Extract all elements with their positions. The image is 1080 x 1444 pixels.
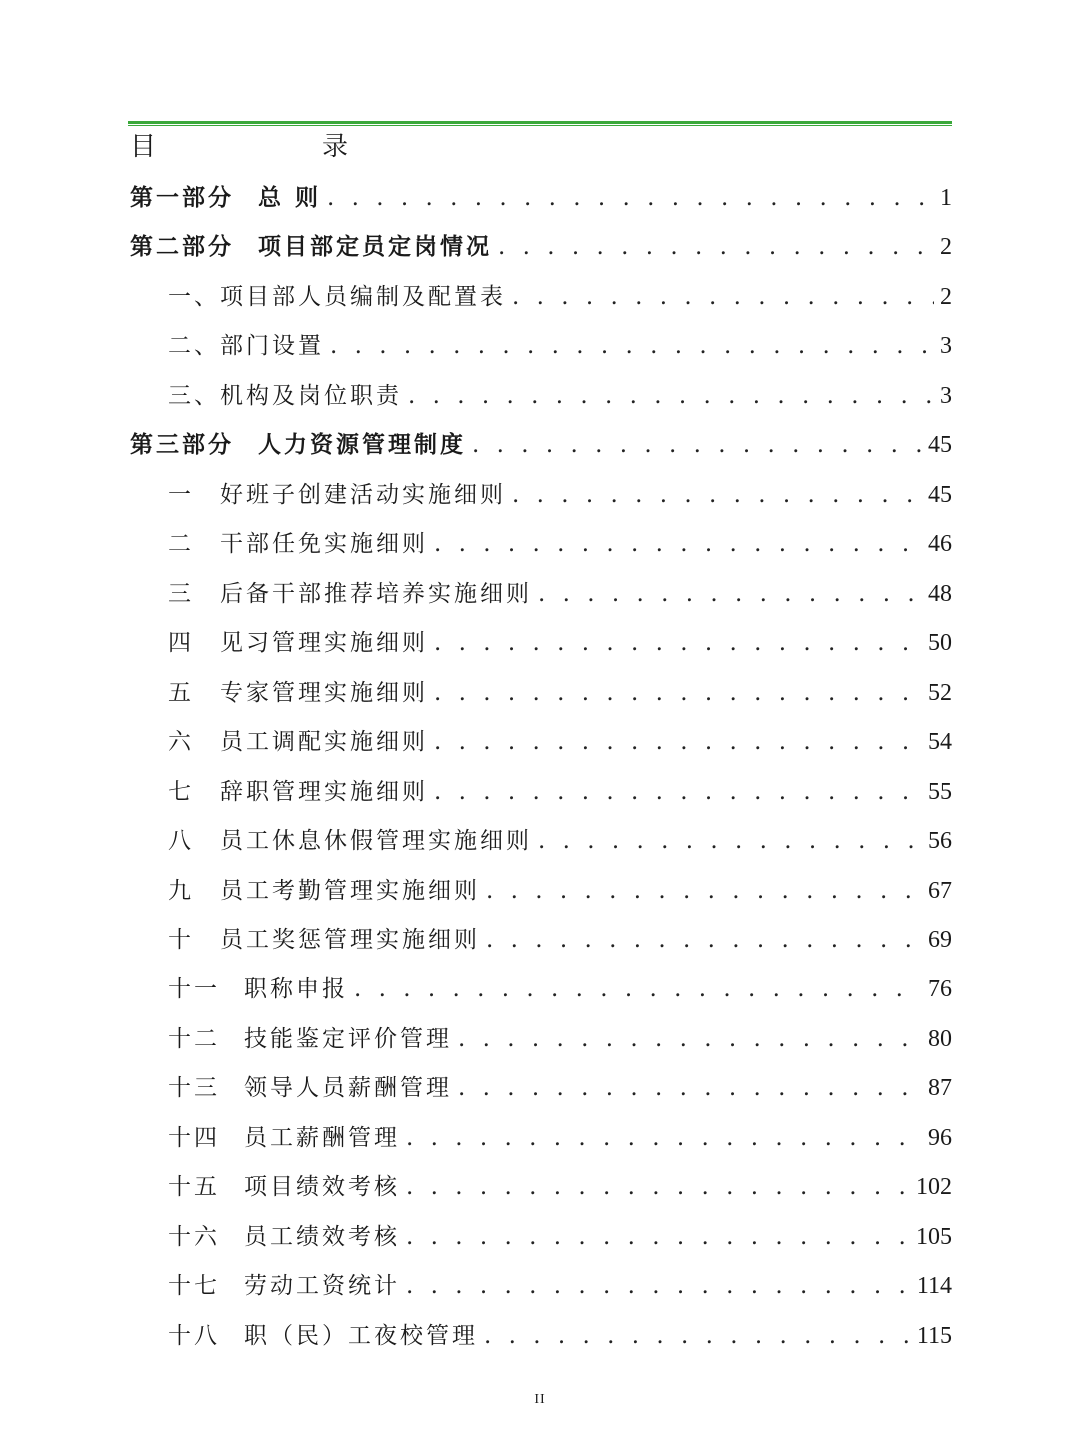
toc-dot-leader: [434, 625, 922, 661]
toc-entry[interactable]: [168, 1070, 952, 1106]
toc-entry-page: 52: [928, 680, 952, 706]
toc-dot-leader: [512, 477, 922, 513]
toc-entry-number: 十一: [168, 976, 220, 1002]
toc-dot-leader: [498, 229, 934, 265]
toc-entry-number: 十六: [168, 1224, 220, 1250]
toc-entry-page: 2: [940, 284, 952, 310]
toc-entry-label: 干部任免实施细则: [220, 531, 428, 557]
toc-entry[interactable]: [168, 873, 952, 909]
toc-entry[interactable]: [168, 279, 952, 315]
toc-entry-number: 二: [168, 531, 194, 557]
toc-entry-number: 一、: [168, 284, 220, 310]
toc-entry-label: 人力资源管理制度: [258, 431, 466, 458]
toc-entry-page: 115: [916, 1323, 952, 1349]
toc-entry-page: 46: [928, 531, 952, 557]
toc-entry-label: 机构及岗位职责: [220, 383, 402, 409]
toc-entry-page: 50: [928, 630, 952, 656]
toc-entry-label: 领导人员薪酬管理: [244, 1075, 452, 1101]
toc-entry-label: 员工绩效考核: [244, 1224, 400, 1250]
toc-entry-label: 见习管理实施细则: [220, 630, 428, 656]
toc-entry-label: 辞职管理实施细则: [220, 779, 428, 805]
toc-entry-label: 职称申报: [244, 976, 348, 1002]
toc-entry-number: 四: [168, 630, 194, 656]
toc-entry-number: 第三部分: [130, 431, 234, 458]
toc-entry[interactable]: [168, 576, 952, 612]
toc-entry-part-3[interactable]: [130, 427, 952, 463]
toc-dot-leader: [408, 378, 934, 414]
toc-entry-number: 八: [168, 828, 194, 854]
toc-entry-part-1[interactable]: [130, 180, 952, 216]
toc-entry-number: 第二部分: [130, 233, 234, 260]
toc-entry-label: 员工奖惩管理实施细则: [220, 927, 480, 953]
toc-dot-leader: [434, 675, 922, 711]
toc-entry-part-2[interactable]: [130, 229, 952, 265]
toc-dot-leader: [406, 1268, 911, 1304]
toc-dot-leader: [486, 922, 922, 958]
toc-dot-leader: [458, 1021, 922, 1057]
toc-entry-page: 3: [940, 383, 952, 409]
toc-entry-page: 1: [940, 185, 952, 211]
toc-entry-number: 十七: [168, 1273, 220, 1299]
toc-entry[interactable]: [168, 724, 952, 760]
toc-entry-page: 55: [928, 779, 952, 805]
toc-title: 目 录: [130, 132, 387, 162]
toc-dot-leader: [434, 724, 922, 760]
toc-dot-leader: [354, 971, 922, 1007]
toc-entry-label: 技能鉴定评价管理: [244, 1026, 452, 1052]
toc-entry-number: 第一部分: [130, 184, 234, 211]
toc-entry-label: 部门设置: [220, 333, 324, 359]
toc-entry-number: 十四: [168, 1125, 220, 1151]
header-rule-thick: [128, 121, 952, 124]
toc-entry[interactable]: [168, 1268, 952, 1304]
header-rule: [128, 121, 952, 127]
toc-entry[interactable]: [168, 823, 952, 859]
toc-entry-label: 项目部定员定岗情况: [258, 233, 492, 260]
toc-dot-leader: [486, 873, 922, 909]
toc-entry-page: 48: [928, 581, 952, 607]
toc-entry-number: 六: [168, 729, 194, 755]
toc-entry-page: 80: [928, 1026, 952, 1052]
toc-entry-page: 87: [928, 1075, 952, 1101]
toc-entry[interactable]: [168, 526, 952, 562]
toc-entry-label: 职（民）工夜校管理: [244, 1323, 478, 1349]
toc-entry-page: 76: [928, 976, 952, 1002]
toc-dot-leader: [330, 328, 934, 364]
toc-dot-leader: [434, 526, 922, 562]
toc-entry-page: 67: [928, 878, 952, 904]
toc-entry[interactable]: [168, 1021, 952, 1057]
toc-dot-leader: [327, 180, 934, 216]
toc-entry-page: 2: [940, 234, 952, 260]
toc-dot-leader: [406, 1219, 910, 1255]
toc-entry[interactable]: [168, 922, 952, 958]
header-rule-thin: [128, 125, 952, 126]
toc-entry[interactable]: [168, 774, 952, 810]
toc-dot-leader: [406, 1120, 922, 1156]
toc-entry[interactable]: [168, 1318, 952, 1354]
toc-dot-leader: [458, 1070, 922, 1106]
toc-entry-number: 十二: [168, 1026, 220, 1052]
toc-entry-number: 十五: [168, 1174, 220, 1200]
toc-entry-page: 56: [928, 828, 952, 854]
toc-entry-label: 专家管理实施细则: [220, 680, 428, 706]
toc-entry[interactable]: [168, 675, 952, 711]
toc-entry-number: 二、: [168, 333, 220, 359]
toc-entry-number: 十八: [168, 1323, 220, 1349]
toc-entry-page: 105: [916, 1224, 952, 1250]
toc-entry-page: 45: [928, 482, 952, 508]
toc-entry-label: 好班子创建活动实施细则: [220, 482, 506, 508]
toc-entry-page: 114: [916, 1273, 952, 1299]
toc-entry-page: 54: [928, 729, 952, 755]
toc-entry[interactable]: [168, 328, 952, 364]
toc-entry[interactable]: [168, 1219, 952, 1255]
page-number-footer: II: [534, 1392, 546, 1407]
toc-entry-label: 项目绩效考核: [244, 1174, 400, 1200]
toc-entry-number: 一: [168, 482, 194, 508]
toc-entry-number: 三、: [168, 383, 220, 409]
toc-dot-leader: [406, 1169, 910, 1205]
toc-entry[interactable]: [168, 477, 952, 513]
toc-entry-page: 3: [940, 333, 952, 359]
toc-entry-label: 员工薪酬管理: [244, 1125, 400, 1151]
toc-dot-leader: [484, 1318, 911, 1354]
toc-entry-label: 总 则: [258, 184, 322, 211]
toc-entry-page: 102: [916, 1174, 952, 1200]
toc-dot-leader: [472, 427, 922, 463]
toc-entry-label: 劳动工资统计: [244, 1273, 400, 1299]
toc-entry[interactable]: [168, 971, 952, 1007]
toc-dot-leader: [538, 576, 922, 612]
toc-entry-page: 69: [928, 927, 952, 953]
toc-entry-number: 十三: [168, 1075, 220, 1101]
toc-entry-number: 三: [168, 581, 194, 607]
toc-entry-number: 五: [168, 680, 194, 706]
toc-entry-page: 96: [928, 1125, 952, 1151]
toc-entry-number: 七: [168, 779, 194, 805]
toc-entry-label: 员工休息休假管理实施细则: [220, 828, 532, 854]
toc-dot-leader: [538, 823, 922, 859]
toc-entry[interactable]: [168, 625, 952, 661]
toc-entry-label: 项目部人员编制及配置表: [220, 284, 506, 310]
toc-entry[interactable]: [168, 1169, 952, 1205]
toc-entry-label: 员工调配实施细则: [220, 729, 428, 755]
toc-entry-label: 后备干部推荐培养实施细则: [220, 581, 532, 607]
toc-dot-leader: [512, 279, 934, 315]
toc-entry-page: 45: [928, 432, 952, 458]
toc-entry-number: 九: [168, 878, 194, 904]
toc-entry-number: 十: [168, 927, 194, 953]
toc-entry[interactable]: [168, 378, 952, 414]
toc-entry-label: 员工考勤管理实施细则: [220, 878, 480, 904]
toc-dot-leader: [434, 774, 922, 810]
toc-entry[interactable]: [168, 1120, 952, 1156]
